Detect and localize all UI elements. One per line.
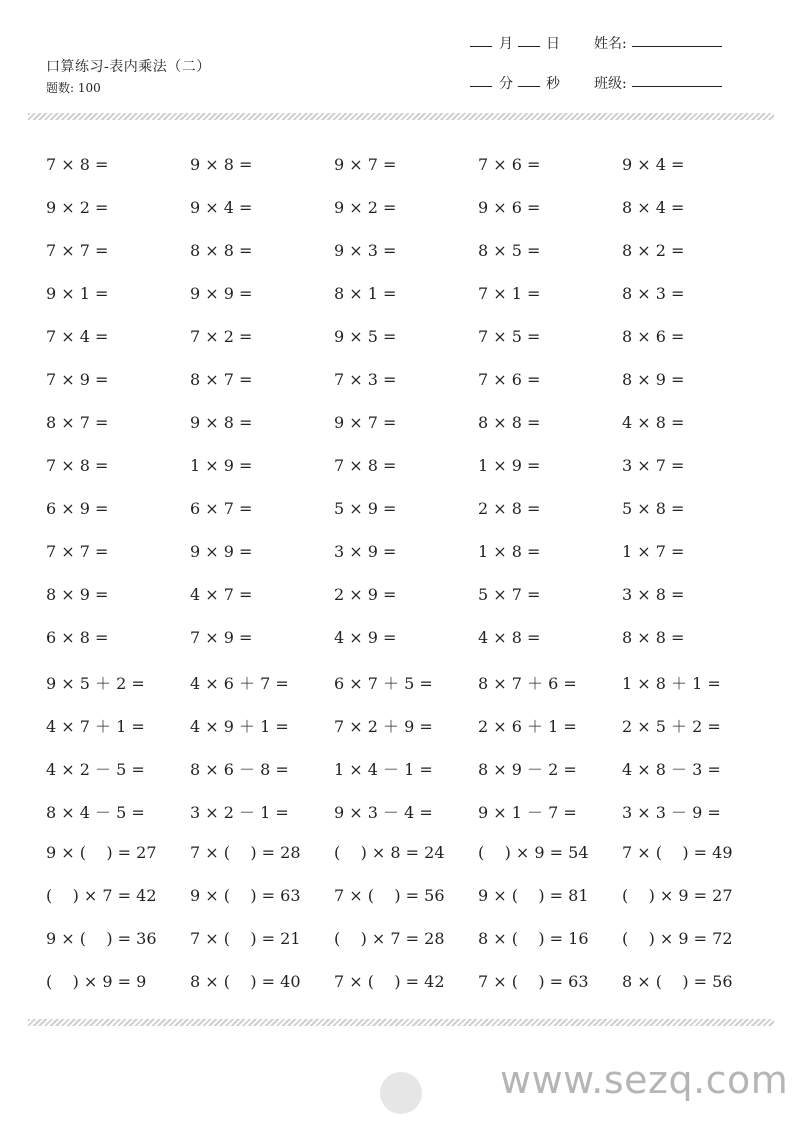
- problem-item: 3 × 3 － 9 =: [622, 803, 721, 822]
- problem-item: ( ) × 9 = 54: [478, 843, 589, 862]
- problem-item: 7 × 2 =: [190, 327, 253, 346]
- problem-item: 7 × ( ) = 63: [478, 972, 589, 991]
- problem-item: ( ) × 9 = 72: [622, 929, 733, 948]
- problem-item: 3 × 8 =: [622, 585, 685, 604]
- problem-item: 5 × 9 =: [334, 499, 397, 518]
- problem-item: 7 × ( ) = 56: [334, 886, 445, 905]
- problem-item: 3 × 7 =: [622, 456, 685, 475]
- problem-item: 3 × 9 =: [334, 542, 397, 561]
- problem-item: 7 × 2 ＋ 9 =: [334, 717, 433, 736]
- problem-item: 9 × 4 =: [622, 155, 685, 174]
- problem-item: 5 × 8 =: [622, 499, 685, 518]
- problem-item: 9 × 7 =: [334, 413, 397, 432]
- problem-item: 4 × 9 ＋ 1 =: [190, 717, 289, 736]
- problem-item: 1 × 8 ＋ 1 =: [622, 674, 721, 693]
- problem-item: 7 × 7 =: [46, 241, 109, 260]
- worksheet-title: 口算练习-表内乘法（二）: [46, 59, 211, 75]
- problem-item: 7 × 5 =: [478, 327, 541, 346]
- month-label: 月: [499, 36, 513, 52]
- problem-item: 2 × 8 =: [478, 499, 541, 518]
- problem-item: 6 × 7 ＋ 5 =: [334, 674, 433, 693]
- problem-item: 9 × 5 =: [334, 327, 397, 346]
- problem-item: 8 × 9 =: [622, 370, 685, 389]
- problem-item: 7 × 9 =: [190, 628, 253, 647]
- problem-item: 7 × ( ) = 28: [190, 843, 301, 862]
- problem-item: 8 × 8 =: [478, 413, 541, 432]
- problem-item: 8 × 7 ＋ 6 =: [478, 674, 577, 693]
- problem-item: 9 × 3 － 4 =: [334, 803, 433, 822]
- problem-item: 8 × 6 － 8 =: [190, 760, 289, 779]
- problem-item: 9 × 1 － 7 =: [478, 803, 577, 822]
- problem-item: 7 × 8 =: [46, 155, 109, 174]
- problem-item: 9 × ( ) = 81: [478, 886, 589, 905]
- second-label: 秒: [546, 76, 560, 92]
- problem-item: ( ) × 8 = 24: [334, 843, 445, 862]
- problem-item: 9 × 2 =: [46, 198, 109, 217]
- problem-item: 8 × 7 =: [190, 370, 253, 389]
- problem-item: 1 × 9 =: [190, 456, 253, 475]
- problem-item: 9 × ( ) = 27: [46, 843, 157, 862]
- problem-item: 6 × 7 =: [190, 499, 253, 518]
- problem-item: 4 × 2 － 5 =: [46, 760, 145, 779]
- problem-item: 8 × 1 =: [334, 284, 397, 303]
- problem-item: 8 × ( ) = 16: [478, 929, 589, 948]
- problem-item: 1 × 8 =: [478, 542, 541, 561]
- problem-item: ( ) × 7 = 42: [46, 886, 157, 905]
- problem-item: 8 × 8 =: [622, 628, 685, 647]
- problem-item: 7 × ( ) = 49: [622, 843, 733, 862]
- problem-item: 9 × 5 ＋ 2 =: [46, 674, 145, 693]
- problem-item: 7 × 6 =: [478, 370, 541, 389]
- problem-item: 7 × 8 =: [46, 456, 109, 475]
- watermark-text: www.sezq.com: [500, 1058, 789, 1102]
- problem-item: 7 × 7 =: [46, 542, 109, 561]
- problem-item: ( ) × 9 = 27: [622, 886, 733, 905]
- problem-item: 8 × 3 =: [622, 284, 685, 303]
- problem-item: 3 × 2 － 1 =: [190, 803, 289, 822]
- problem-item: 6 × 9 =: [46, 499, 109, 518]
- problem-item: 9 × 8 =: [190, 155, 253, 174]
- problem-item: 8 × 7 =: [46, 413, 109, 432]
- class-label: 班级:: [594, 76, 627, 92]
- problem-item: 1 × 7 =: [622, 542, 685, 561]
- problem-item: 2 × 9 =: [334, 585, 397, 604]
- problem-item: 8 × ( ) = 40: [190, 972, 301, 991]
- problem-item: 9 × ( ) = 63: [190, 886, 301, 905]
- problem-item: 4 × 7 ＋ 1 =: [46, 717, 145, 736]
- problem-item: 8 × 8 =: [190, 241, 253, 260]
- watermark-circle: [380, 1072, 422, 1114]
- problem-item: 7 × 9 =: [46, 370, 109, 389]
- problem-item: 6 × 8 =: [46, 628, 109, 647]
- bottom-divider: [28, 1019, 774, 1026]
- problem-item: 1 × 9 =: [478, 456, 541, 475]
- problem-item: 8 × 9 － 2 =: [478, 760, 577, 779]
- problem-item: 8 × 9 =: [46, 585, 109, 604]
- problem-item: ( ) × 9 = 9: [46, 972, 147, 991]
- minute-label: 分: [499, 76, 513, 92]
- problem-item: 8 × 5 =: [478, 241, 541, 260]
- problem-item: 8 × 4 =: [622, 198, 685, 217]
- problem-item: 2 × 5 ＋ 2 =: [622, 717, 721, 736]
- problem-item: 8 × 2 =: [622, 241, 685, 260]
- problem-item: 9 × ( ) = 36: [46, 929, 157, 948]
- problem-item: 7 × 3 =: [334, 370, 397, 389]
- problem-item: 4 × 7 =: [190, 585, 253, 604]
- problem-item: 8 × 6 =: [622, 327, 685, 346]
- problem-item: 9 × 6 =: [478, 198, 541, 217]
- problem-item: 9 × 9 =: [190, 542, 253, 561]
- problem-item: 7 × 8 =: [334, 456, 397, 475]
- problem-item: 4 × 8 =: [478, 628, 541, 647]
- problem-item: 9 × 1 =: [46, 284, 109, 303]
- problem-item: 8 × 4 － 5 =: [46, 803, 145, 822]
- problem-item: 4 × 9 =: [334, 628, 397, 647]
- problem-item: 9 × 3 =: [334, 241, 397, 260]
- problem-item: 7 × 1 =: [478, 284, 541, 303]
- problem-item: ( ) × 7 = 28: [334, 929, 445, 948]
- problem-item: 4 × 8 =: [622, 413, 685, 432]
- problem-item: 2 × 6 ＋ 1 =: [478, 717, 577, 736]
- problem-item: 9 × 7 =: [334, 155, 397, 174]
- problem-item: 7 × ( ) = 21: [190, 929, 301, 948]
- problem-item: 9 × 4 =: [190, 198, 253, 217]
- problem-item: 7 × 6 =: [478, 155, 541, 174]
- problem-item: 7 × ( ) = 42: [334, 972, 445, 991]
- problem-item: 4 × 6 ＋ 7 =: [190, 674, 289, 693]
- name-label: 姓名:: [594, 36, 627, 52]
- day-label: 日: [546, 36, 560, 52]
- problem-item: 9 × 8 =: [190, 413, 253, 432]
- problem-item: 8 × ( ) = 56: [622, 972, 733, 991]
- problem-count: 题数: 100: [46, 81, 101, 95]
- problem-item: 9 × 2 =: [334, 198, 397, 217]
- problem-item: 5 × 7 =: [478, 585, 541, 604]
- problem-item: 7 × 4 =: [46, 327, 109, 346]
- problem-item: 9 × 9 =: [190, 284, 253, 303]
- problem-item: 4 × 8 － 3 =: [622, 760, 721, 779]
- problem-item: 1 × 4 － 1 =: [334, 760, 433, 779]
